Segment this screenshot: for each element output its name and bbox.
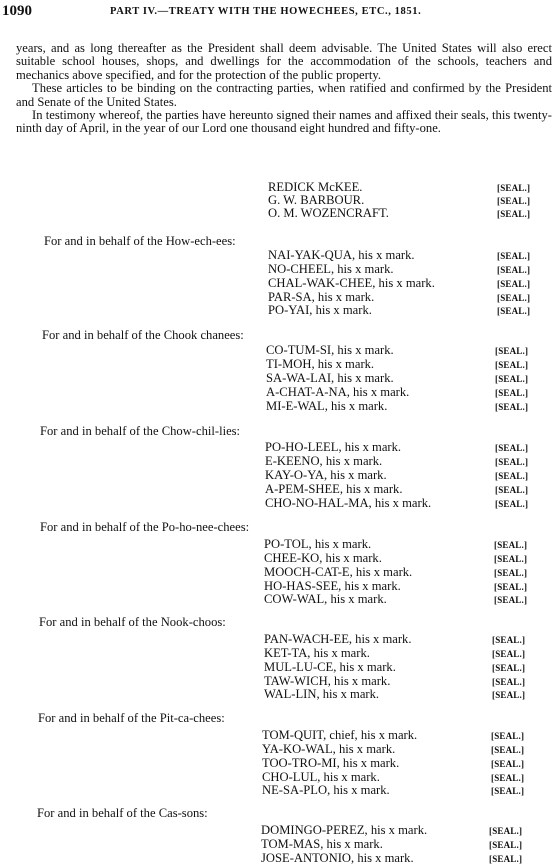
treaty-text — [16, 42, 552, 136]
group-heading: For and in behalf of the Chow-chil-lies: — [40, 424, 241, 438]
paragraph: years, and as long thereafter as the President shall deem advisable. The United States will also erect suitable school houses, shops, and dwellings for the accommodation of the schools, teachers and mechanics above specified, and for the protection of the public property. — [16, 41, 552, 82]
seal-mark: [SEAL.] — [495, 457, 529, 467]
group-heading: For and in behalf of the Chook chanees: — [42, 328, 244, 342]
running-head: PART IV.—TREATY WITH THE HOWECHEES, ETC., 1851. — [110, 6, 422, 17]
seal-mark: [SEAL.] — [489, 854, 523, 864]
group-heading: For and in behalf of the Cas-sons: — [37, 806, 208, 820]
seal-mark: [SEAL.] — [495, 499, 529, 509]
seal-mark: [SEAL.] — [497, 251, 531, 261]
seal-mark: [SEAL.] — [492, 649, 526, 659]
signer-name: MUL-LU-CE, his x mark. — [264, 660, 396, 674]
signer-name: A-PEM-SHEE, his x mark. — [265, 482, 403, 496]
signer-name: E-KEENO, his x mark. — [265, 454, 383, 468]
signer-name: DOMINGO-PEREZ, his x mark. — [261, 823, 428, 837]
seal-mark: [SEAL.] — [495, 388, 529, 398]
signer-name: CO-TUM-SI, his x mark. — [266, 343, 394, 357]
signer-name: PAR-SA, his x mark. — [268, 290, 375, 304]
seal-mark: [SEAL.] — [497, 293, 531, 303]
signer-name: CHO-LUL, his x mark. — [262, 770, 380, 784]
signer-name: PO-TOL, his x mark. — [264, 537, 372, 551]
paragraph: These articles to be binding on the contracting parties, when ratified and confirmed by the President and Senate of the United States. — [16, 81, 552, 109]
group-heading: For and in behalf of the Nook-choos: — [39, 615, 226, 629]
commissioner-name: REDICK McKEE. — [268, 180, 363, 194]
signer-name: KET-TA, his x mark. — [264, 646, 370, 660]
seal-mark: [SEAL.] — [495, 402, 529, 412]
signer-name: HO-HAS-SEE, his x mark. — [264, 579, 401, 593]
seal-mark: [SEAL.] — [492, 690, 526, 700]
signer-name: TOO-TRO-MI, his x mark. — [262, 756, 400, 770]
seal-mark: [SEAL.] — [492, 677, 526, 687]
seal-mark: [SEAL.] — [494, 595, 528, 605]
seal-mark: [SEAL.] — [495, 346, 529, 356]
signer-name: MOOCH-CAT-E, his x mark. — [264, 565, 413, 579]
seal-mark: [SEAL.] — [497, 196, 531, 206]
seal-mark: [SEAL.] — [494, 540, 528, 550]
signer-name: NAI-YAK-QUA, his x mark. — [268, 248, 415, 262]
seal-mark: [SEAL.] — [491, 773, 525, 783]
commissioner-name: G. W. BARBOUR. — [268, 193, 365, 207]
signer-name: PO-YAI, his x mark. — [268, 303, 372, 317]
seal-mark: [SEAL.] — [494, 582, 528, 592]
signer-name: CHO-NO-HAL-MA, his x mark. — [265, 496, 432, 510]
signer-name: SA-WA-LAI, his x mark. — [266, 371, 394, 385]
signer-name: PAN-WACH-EE, his x mark. — [264, 632, 412, 646]
seal-mark: [SEAL.] — [495, 471, 529, 481]
group-heading: For and in behalf of the How-ech-ees: — [44, 234, 236, 248]
seal-mark: [SEAL.] — [494, 554, 528, 564]
signer-name: KAY-O-YA, his x mark. — [265, 468, 387, 482]
seal-mark: [SEAL.] — [497, 279, 531, 289]
signer-name: PO-HO-LEEL, his x mark. — [265, 440, 402, 454]
seal-mark: [SEAL.] — [491, 731, 525, 741]
signer-name: CHEE-KO, his x mark. — [264, 551, 382, 565]
signer-name: CHAL-WAK-CHEE, his x mark. — [268, 276, 435, 290]
seal-mark: [SEAL.] — [489, 840, 523, 850]
signer-name: COW-WAL, his x mark. — [264, 592, 387, 606]
paragraph: In testimony whereof, the parties have hereunto signed their names and affixed their seals, this twenty-ninth day of April, in the year of our Lord one thousand eight hundred and fifty-one. — [16, 108, 552, 136]
commissioner-name: O. M. WOZENCRAFT. — [268, 206, 389, 220]
seal-mark: [SEAL.] — [489, 826, 523, 836]
group-heading: For and in behalf of the Pit-ca-chees: — [38, 711, 225, 725]
seal-mark: [SEAL.] — [495, 360, 529, 370]
signer-name: TOM-MAS, his x mark. — [261, 837, 383, 851]
signer-name: TOM-QUIT, chief, his x mark. — [262, 728, 418, 742]
seal-mark: [SEAL.] — [494, 568, 528, 578]
seal-mark: [SEAL.] — [491, 786, 525, 796]
seal-mark: [SEAL.] — [491, 745, 525, 755]
signer-name: NE-SA-PLO, his x mark. — [262, 783, 390, 797]
page-number: 1090 — [2, 3, 32, 19]
seal-mark: [SEAL.] — [497, 265, 531, 275]
seal-mark: [SEAL.] — [495, 443, 529, 453]
signer-name: WAL-LIN, his x mark. — [264, 687, 380, 701]
seal-mark: [SEAL.] — [492, 663, 526, 673]
signer-name: A-CHAT-A-NA, his x mark. — [266, 385, 410, 399]
seal-mark: [SEAL.] — [497, 183, 531, 193]
seal-mark: [SEAL.] — [495, 485, 529, 495]
group-heading: For and in behalf of the Po-ho-nee-chees: — [40, 520, 250, 534]
seal-mark: [SEAL.] — [497, 306, 531, 316]
signer-name: MI-E-WAL, his x mark. — [266, 399, 388, 413]
signer-name: TAW-WICH, his x mark. — [264, 674, 391, 688]
page-header — [0, 3, 554, 23]
signer-name: TI-MOH, his x mark. — [266, 357, 375, 371]
signer-name: JOSE-ANTONIO, his x mark. — [261, 851, 414, 865]
seal-mark: [SEAL.] — [495, 374, 529, 384]
seal-mark: [SEAL.] — [492, 635, 526, 645]
signer-name: YA-KO-WAL, his x mark. — [262, 742, 396, 756]
signer-name: NO-CHEEL, his x mark. — [268, 262, 394, 276]
seal-mark: [SEAL.] — [491, 759, 525, 769]
seal-mark: [SEAL.] — [497, 209, 531, 219]
